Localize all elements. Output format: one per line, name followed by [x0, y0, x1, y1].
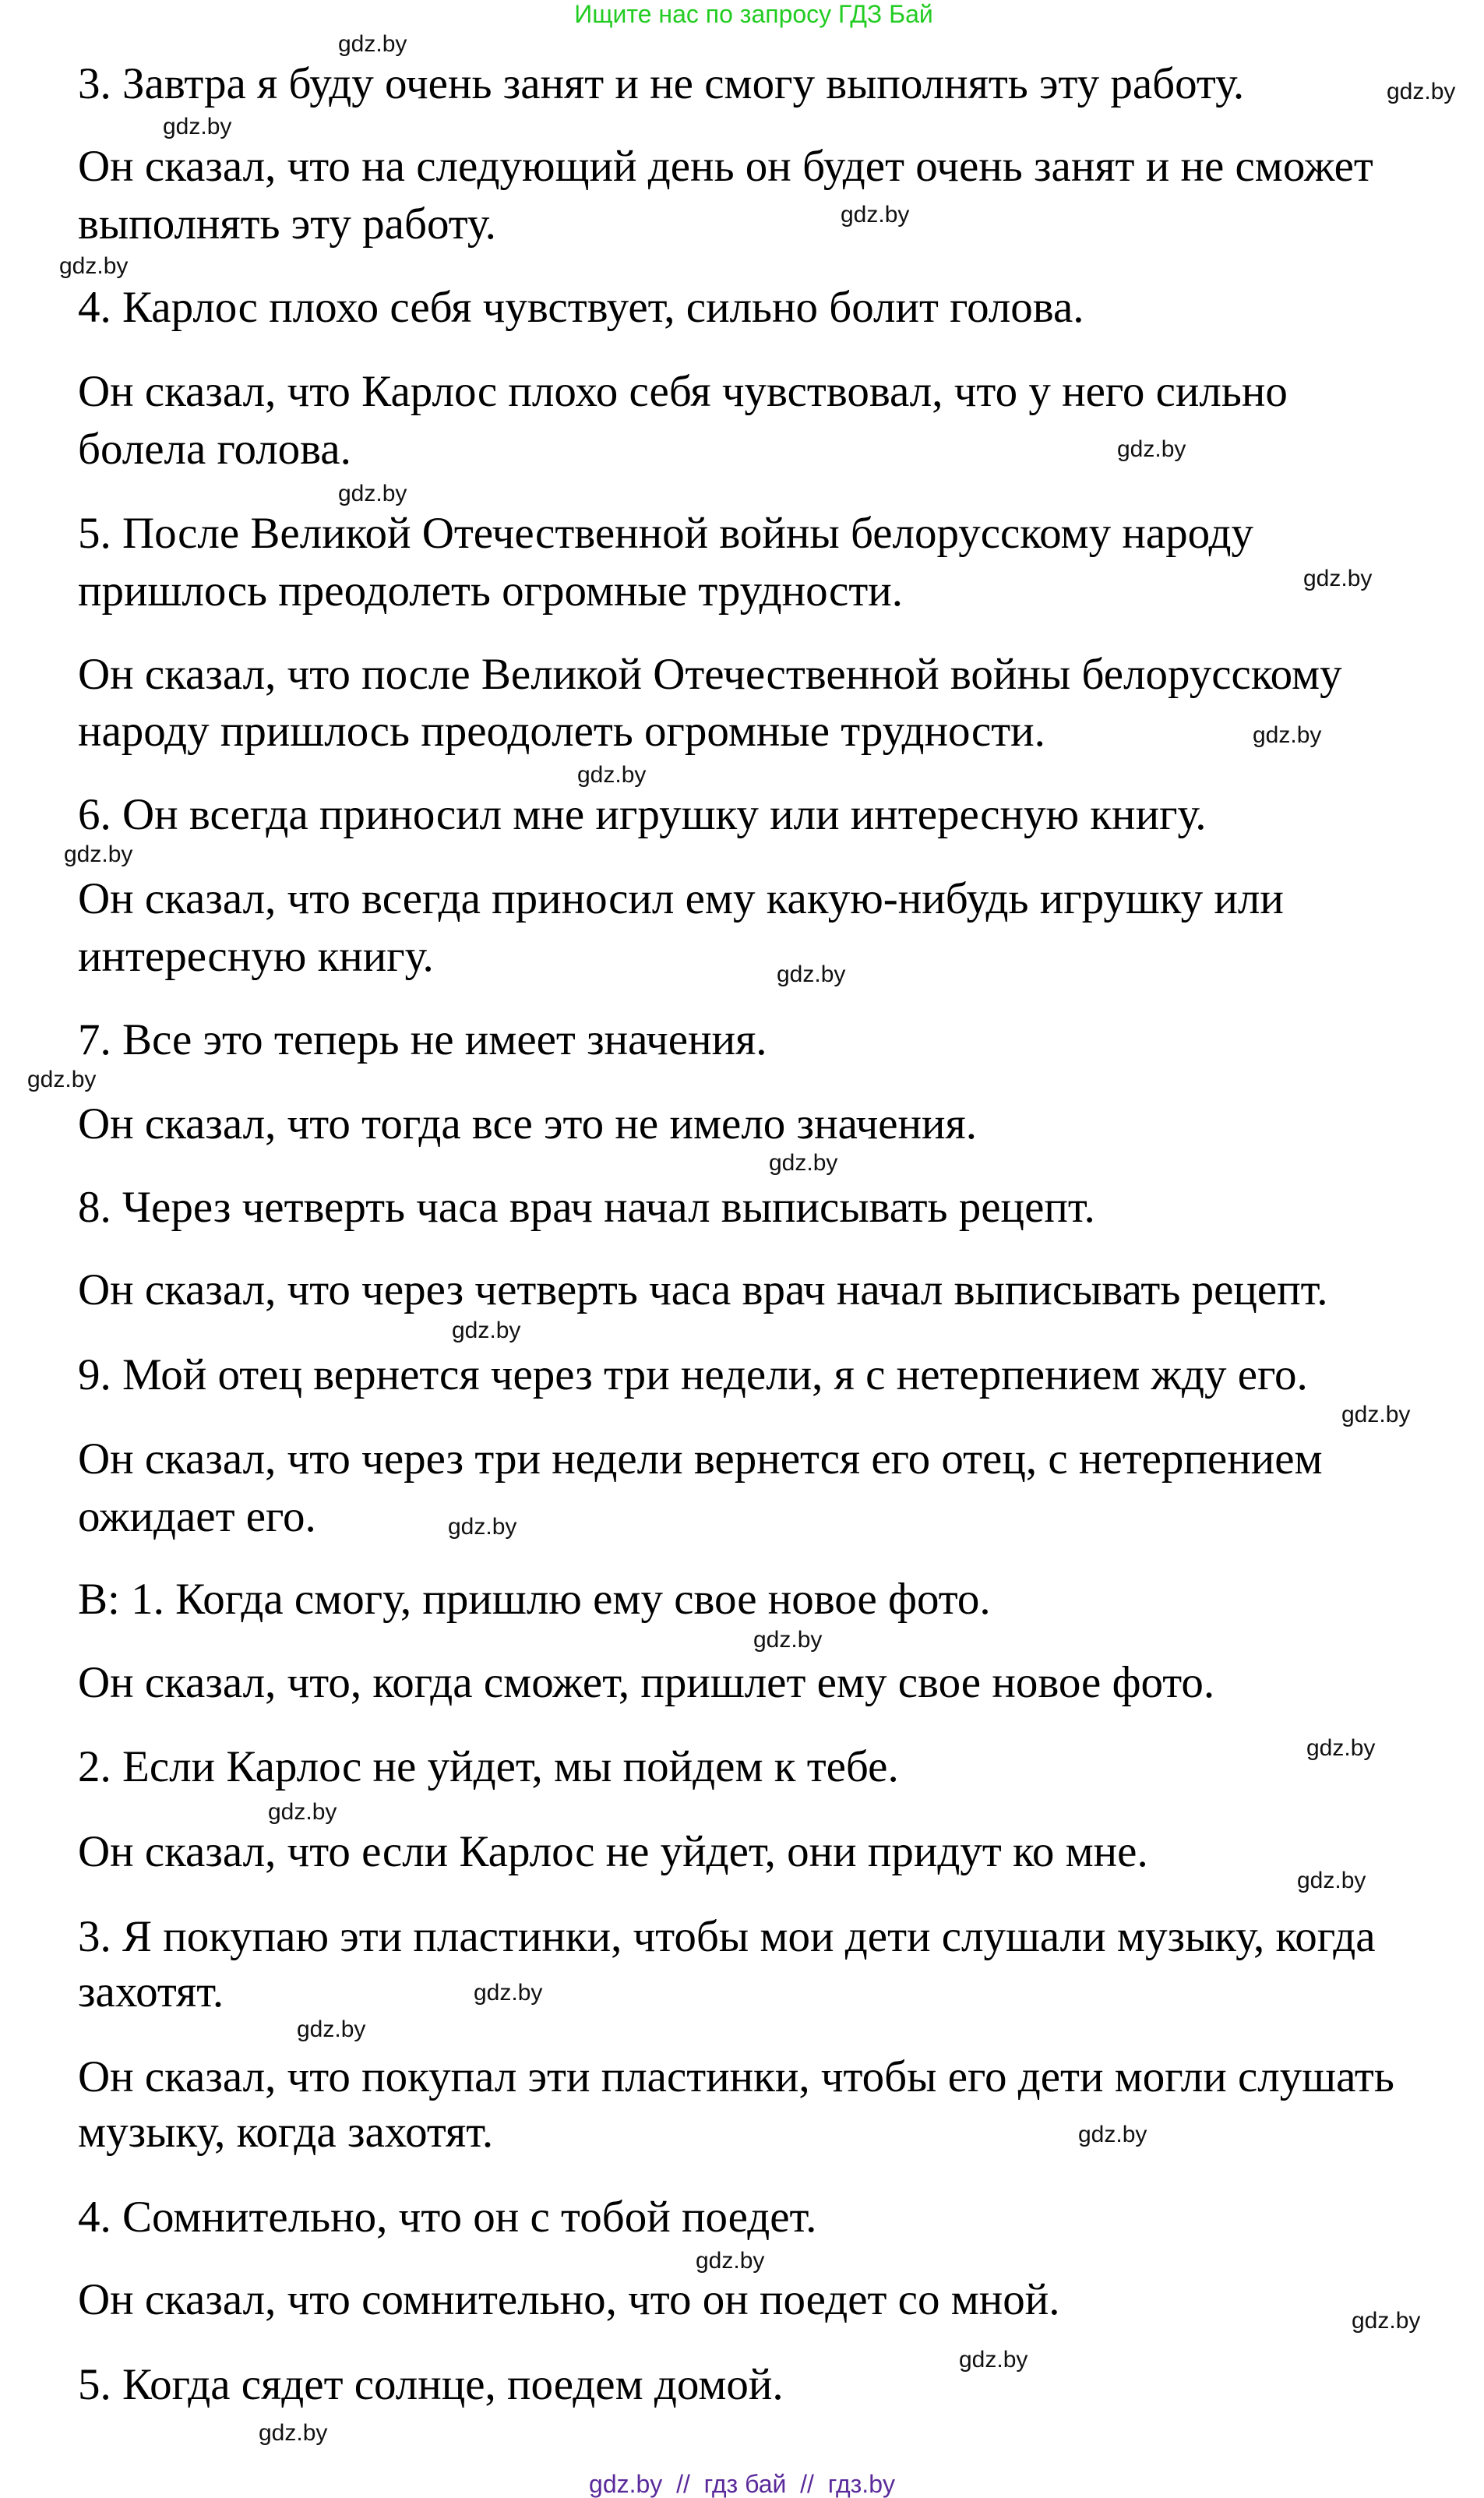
watermark: gdz.by	[1078, 2122, 1147, 2147]
reported-speech-answer: Он сказал, что покупал эти пластинки, чтобы его дети могли слушать	[78, 2052, 1394, 2101]
exercise-sentence: 9. Мой отец вернется через три недели, я с нетерпением жду его.	[78, 1350, 1308, 1399]
exercise-sentence: пришлось преодолеть огромные трудности.	[78, 566, 903, 616]
exercise-sentence: 5. После Великой Отечественной войны белорусскому народу	[78, 509, 1253, 558]
reported-speech-answer: народу пришлось преодолеть огромные трудности.	[78, 707, 1045, 756]
watermark: gdz.by	[769, 1150, 838, 1176]
watermark: gdz.by	[1297, 1868, 1366, 1893]
exercise-sentence: 3. Завтра я буду очень занят и не смогу выполнять эту работу.	[78, 59, 1245, 108]
reported-speech-answer: Он сказал, что если Карлос не уйдет, они придут ко мне.	[78, 1827, 1148, 1876]
reported-speech-answer: Он сказал, что после Великой Отечественной войны белорусскому	[78, 650, 1342, 699]
watermark: gdz.by	[696, 2248, 765, 2274]
watermark: gdz.by	[1341, 1402, 1411, 1427]
watermark: gdz.by	[27, 1067, 97, 1092]
watermark: gdz.by	[1303, 566, 1373, 591]
reported-speech-answer: выполнять эту работу.	[78, 199, 496, 249]
watermark: gdz.by	[577, 762, 647, 788]
exercise-sentence: В: 1. Когда смогу, пришлю ему свое новое фото.	[78, 1575, 991, 1624]
reported-speech-answer: Он сказал, что через три недели вернется его отец, с нетерпением	[78, 1434, 1323, 1484]
exercise-sentence: 6. Он всегда приносил мне игрушку или интересную книгу.	[78, 790, 1207, 839]
watermark: gdz.by	[59, 253, 129, 279]
watermark: gdz.by	[1352, 2308, 1421, 2334]
reported-speech-answer: Он сказал, что тогда все это не имело значения.	[78, 1099, 978, 1148]
exercise-sentence: 8. Через четверть часа врач начал выписывать рецепт.	[78, 1183, 1095, 1232]
reported-speech-answer: Он сказал, что всегда приносил ему какую-нибудь игрушку или	[78, 874, 1284, 923]
watermark: gdz.by	[448, 1514, 517, 1540]
exercise-sentence: 3. Я покупаю эти пластинки, чтобы мои дети слушали музыку, когда	[78, 1912, 1376, 1961]
footer-links[interactable]: gdz.by // гдз бай // гдз.by	[589, 2470, 895, 2498]
watermark: gdz.by	[268, 1799, 337, 1825]
watermark: gdz.by	[959, 2347, 1028, 2373]
watermark: gdz.by	[163, 114, 232, 139]
watermark: gdz.by	[1387, 79, 1456, 104]
watermark: gdz.by	[1306, 1735, 1376, 1761]
watermark: gdz.by	[841, 202, 910, 228]
watermark: gdz.by	[753, 1627, 823, 1653]
watermark: gdz.by	[777, 961, 846, 987]
exercise-sentence: 4. Карлос плохо себя чувствует, сильно болит голова.	[78, 283, 1084, 332]
exercise-sentence: 7. Все это теперь не имеет значения.	[78, 1015, 767, 1064]
reported-speech-answer: интересную книгу.	[78, 932, 434, 981]
reported-speech-answer: Он сказал, что Карлос плохо себя чувствовал, что у него сильно	[78, 367, 1288, 416]
watermark: gdz.by	[1117, 436, 1186, 462]
watermark: gdz.by	[474, 1980, 543, 2006]
reported-speech-answer: Он сказал, что через четверть часа врач начал выписывать рецепт.	[78, 1265, 1328, 1314]
reported-speech-answer: Он сказал, что, когда сможет, пришлет ему свое новое фото.	[78, 1658, 1215, 1707]
reported-speech-answer: болела голова.	[78, 425, 351, 474]
reported-speech-answer: ожидает его.	[78, 1492, 316, 1541]
watermark: gdz.by	[338, 31, 407, 57]
reported-speech-answer: Он сказал, что сомнительно, что он поедет со мной.	[78, 2275, 1060, 2324]
reported-speech-answer: Он сказал, что на следующий день он будет очень занят и не сможет	[78, 142, 1373, 191]
watermark: gdz.by	[259, 2420, 328, 2446]
exercise-sentence: 5. Когда сядет солнце, поедем домой.	[78, 2360, 784, 2409]
watermark: gdz.by	[64, 841, 133, 867]
exercise-sentence: захотят.	[78, 1967, 224, 2016]
watermark: gdz.by	[1253, 722, 1322, 748]
exercise-sentence: 2. Если Карлос не уйдет, мы пойдем к тебе.	[78, 1742, 899, 1791]
reported-speech-answer: музыку, когда захотят.	[78, 2108, 494, 2157]
watermark: gdz.by	[452, 1318, 521, 1343]
search-banner: Ищите нас по запросу ГДЗ Бай	[574, 0, 933, 28]
watermark: gdz.by	[297, 2016, 366, 2042]
watermark: gdz.by	[338, 481, 407, 506]
exercise-sentence: 4. Сомнительно, что он с тобой поедет.	[78, 2193, 817, 2242]
